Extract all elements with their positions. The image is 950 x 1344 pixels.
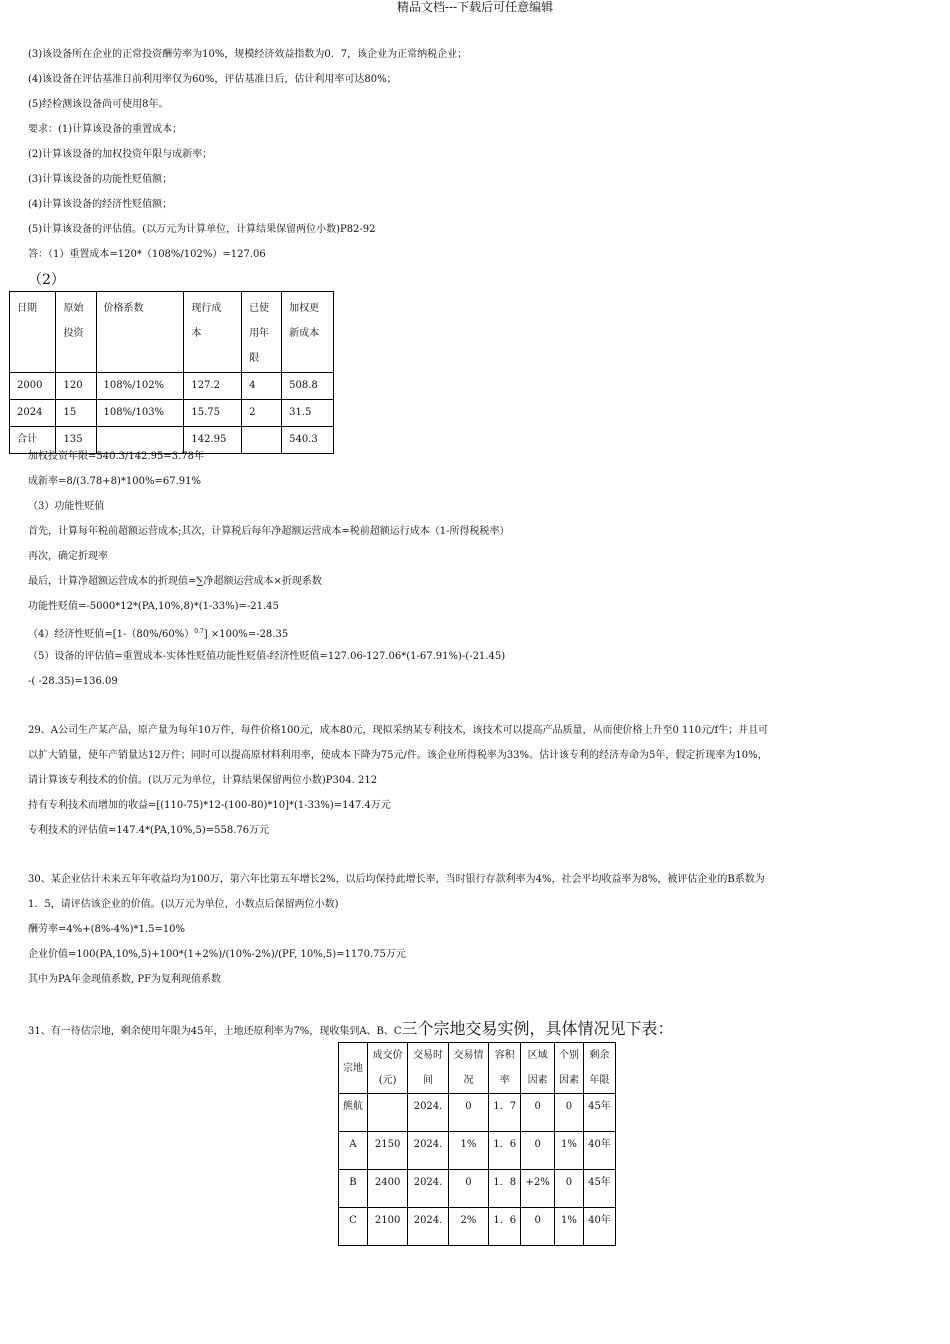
table-cell: 40年: [583, 1208, 615, 1246]
table-cell: 15: [56, 400, 96, 427]
header-text: 日期: [17, 303, 37, 314]
header-text: 成交价: [372, 1050, 403, 1061]
header-text: 交易情: [453, 1050, 484, 1061]
column-header: [96, 292, 184, 373]
table-cell: 1．7: [489, 1094, 521, 1132]
table-cell: 0: [521, 1094, 555, 1132]
table-cell: 142.95: [184, 427, 242, 454]
table-cell: 合计: [10, 427, 56, 454]
column-header: [339, 1043, 368, 1094]
table-row: [339, 1094, 616, 1132]
table-header-row: [339, 1043, 616, 1094]
header-text: 况: [463, 1075, 474, 1086]
column-header: [184, 292, 242, 373]
question-31-intro: [28, 1019, 674, 1039]
table-cell: 127.2: [184, 373, 242, 400]
table-cell: 45年: [583, 1170, 615, 1208]
table-cell: 2: [242, 400, 282, 427]
text-line: 加权投资年限=540.3/142.95=3.78年: [28, 451, 205, 462]
header-text: 容积: [494, 1050, 515, 1061]
table-cell: 1%: [448, 1132, 488, 1170]
table-cell: 2024.: [408, 1208, 448, 1246]
header-text: 年限: [589, 1075, 610, 1086]
table-cell: [367, 1094, 407, 1132]
table-cell: 540.3: [282, 427, 334, 454]
text-line: 首先，计算每年税前超额运营成本;其次，计算税后每年净超额运营成本=税前超额运行成本（1-所得税税率）: [28, 526, 510, 537]
header-text: 因素: [527, 1075, 548, 1086]
table-cell: 2000: [10, 373, 56, 400]
table-header-row: [10, 292, 334, 373]
text-line: (4)计算该设备的经济性贬值额；: [28, 199, 173, 210]
column-header: [242, 292, 282, 373]
table-row: [339, 1132, 616, 1170]
table-cell: 15.75: [184, 400, 242, 427]
text-line: (5)计算该设备的评估值。(以万元为计算单位，计算结果保留两位小数)P82-92: [28, 224, 376, 235]
header-text: 加权更: [289, 303, 320, 314]
table-cell: 1%: [555, 1208, 584, 1246]
header-text: 交易时: [413, 1050, 444, 1061]
table-cell: 2024.: [408, 1132, 448, 1170]
table-cell: 熊航: [339, 1094, 368, 1132]
table-cell: 0: [555, 1170, 584, 1208]
text-line: 再次，确定折现率: [28, 551, 108, 562]
text-line: (3)该设备所在企业的正常投资酬劳率为10%，规模经济效益指数为0．7，该企业为正常纳税企业；: [28, 49, 468, 60]
table-cell: 2024.: [408, 1094, 448, 1132]
header-text: 间: [423, 1075, 434, 1086]
column-header: [521, 1043, 555, 1094]
text-line: 最后，计算净超额运营成本的折现值=∑净超额运营成本×折现系数: [28, 576, 322, 587]
header-text: 率: [499, 1075, 510, 1086]
text-line: (3)计算该设备的功能性贬值额；: [28, 174, 173, 185]
table-cell: 120: [56, 373, 96, 400]
page-header: 精品文档---下载后可任意编辑: [396, 0, 554, 14]
table-cell: 1．8: [489, 1170, 521, 1208]
text-line: 要求：(1)计算该设备的重置成本；: [28, 124, 183, 135]
column-header: [56, 292, 96, 373]
text-line: 其中为PA年金现值系数, PF为复利现值系数: [28, 974, 222, 985]
header-text: 宗地: [342, 1062, 363, 1074]
text-line: （3）功能性贬值: [28, 501, 105, 512]
text-line: 成新率=8/(3.78+8)*100%=67.91%: [28, 476, 202, 487]
header-text: 限: [249, 353, 260, 364]
table-cell: 108%/103%: [96, 400, 184, 427]
table-cell: 2%: [448, 1208, 488, 1246]
table-cell: 0: [448, 1094, 488, 1132]
table-cell: 2100: [367, 1208, 407, 1246]
table-cell: B: [339, 1170, 368, 1208]
column-header: [448, 1043, 488, 1094]
column-header: [583, 1043, 615, 1094]
column-header: [367, 1043, 407, 1094]
text-line: (4)该设备在评估基准日前利用率仅为60%，评估基准日后，估计利用率可达80%；: [28, 74, 397, 85]
economic-depreciation-line: [28, 625, 288, 642]
table-row: [339, 1170, 616, 1208]
part2-label: （2）: [28, 272, 65, 288]
table-cell: 45年: [583, 1094, 615, 1132]
table-cell: 508.8: [282, 373, 334, 400]
econ-after: ] ×100%=-28.35: [203, 629, 289, 640]
table-row: [10, 400, 334, 427]
text-line: 答：（1）重置成本=120*（108%/102%）=127.06: [28, 249, 266, 260]
header-text: 价格系数: [103, 303, 144, 314]
text-line: 29、A公司生产某产品，原产量为每年10万件，每件价格100元，成本80元，现拟采纳某专利技术，该技术可以提高产品质量，从而使价格上升至0 110元/f牛；并且可: [28, 725, 769, 736]
table-cell: 0: [521, 1132, 555, 1170]
column-header: [408, 1043, 448, 1094]
header-text: 原始: [63, 303, 84, 314]
table-cell: 108%/102%: [96, 373, 184, 400]
table-cell: 0: [555, 1094, 584, 1132]
header-text: 投资: [63, 328, 84, 339]
text-line: 持有专利技术而增加的收益=[(110-75)*12-(100-80)*10]*(1-33%)=147.4万元: [28, 800, 391, 811]
header-text: 个别: [558, 1050, 579, 1061]
table-cell: 1%: [555, 1132, 584, 1170]
table-cell: 0: [448, 1170, 488, 1208]
table-cell: 0: [521, 1208, 555, 1246]
header-text: 现行成: [191, 303, 222, 314]
header-text: (元): [378, 1075, 397, 1086]
text-line: 功能性贬值=-5000*12*(PA,10%,8)*(1-33%)=-21.45: [28, 601, 279, 612]
text-line: (2)计算该设备的加权投资年限与成新率；: [28, 149, 213, 160]
text-line: -( -28.35)=136.09: [28, 676, 118, 687]
table-cell: 4: [242, 373, 282, 400]
land-transaction-table: [338, 1042, 616, 1246]
text-line: 专利技术的评估值=147.4*(PA,10%,5)=558.76万元: [28, 825, 270, 836]
header-text: 剩余: [589, 1050, 610, 1061]
replacement-cost-table: [9, 291, 334, 454]
table-cell: 40年: [583, 1132, 615, 1170]
table-cell: A: [339, 1132, 368, 1170]
column-header: [555, 1043, 584, 1094]
table-cell: [242, 427, 282, 454]
table-cell: 2150: [367, 1132, 407, 1170]
text-line: 1．5，请评估该企业的价值。(以万元为单位，小数点后保留两位小数): [28, 899, 339, 910]
table-cell: 1．6: [489, 1132, 521, 1170]
text-line: 以扩大销量，使年产销量达12万件；同时可以提高原材料利用率，使成本下降为75元/件。该企业所得税率为33%。估计该专利的经济寿命为5年，假定折现率为10%，: [28, 750, 768, 761]
header-text: 本: [191, 328, 202, 339]
text-line: (5)经检测该设备尚可使用8年。: [28, 99, 169, 110]
econ-exponent: 0.7: [194, 628, 204, 635]
text-line: 酬劳率=4%+(8%-4%)*1.5=10%: [28, 924, 186, 935]
text-line: 30、某企业估计未来五年年收益均为100万，第六年比第五年增长2%，以后均保持此增长率，当时银行存款利率为4%，社会平均收益率为8%，被评估企业的B系数为: [28, 874, 765, 885]
header-text: 因素: [558, 1075, 579, 1086]
table-cell: C: [339, 1208, 368, 1246]
table-row: [10, 373, 334, 400]
column-header: [282, 292, 334, 373]
econ-before: （4）经济性贬值=[1-（80%/60%）: [28, 629, 195, 640]
table-row: [339, 1208, 616, 1246]
table-cell: 2400: [367, 1170, 407, 1208]
q31-text: 31、有一待估宗地，剩余使用年限为45年，土地还原利率为7%，现收集到A、B、C: [28, 1026, 402, 1037]
table-cell: 2024: [10, 400, 56, 427]
header-text: 已使: [249, 303, 270, 314]
header-text: 用年: [249, 328, 270, 339]
table-cell: 135: [56, 427, 96, 454]
table-cell: 2024.: [408, 1170, 448, 1208]
table-cell: 31.5: [282, 400, 334, 427]
text-line: （5）设备的评估值=重置成本-实体性贬值功能性贬值-经济性贬值=127.06-127.06*(1-67.91%)-(-21.45): [28, 651, 506, 662]
table-cell: +2%: [521, 1170, 555, 1208]
column-header: [489, 1043, 521, 1094]
header-text: 区域: [527, 1050, 548, 1061]
q31-text-large: 三个宗地交易实例，具体情况见下表：: [401, 1019, 674, 1038]
table-cell: 1．6: [489, 1208, 521, 1246]
text-line: 企业价值=100(PA,10%,5)+100*(1+2%)/(10%-2%)/(PF, 10%,5)=1170.75万元: [28, 949, 406, 960]
header-text: 新成本: [289, 328, 320, 339]
text-line: 请计算该专利技术的价值。(以万元为单位，计算结果保留两位小数)P304. 212: [28, 775, 378, 786]
column-header: [10, 292, 56, 373]
